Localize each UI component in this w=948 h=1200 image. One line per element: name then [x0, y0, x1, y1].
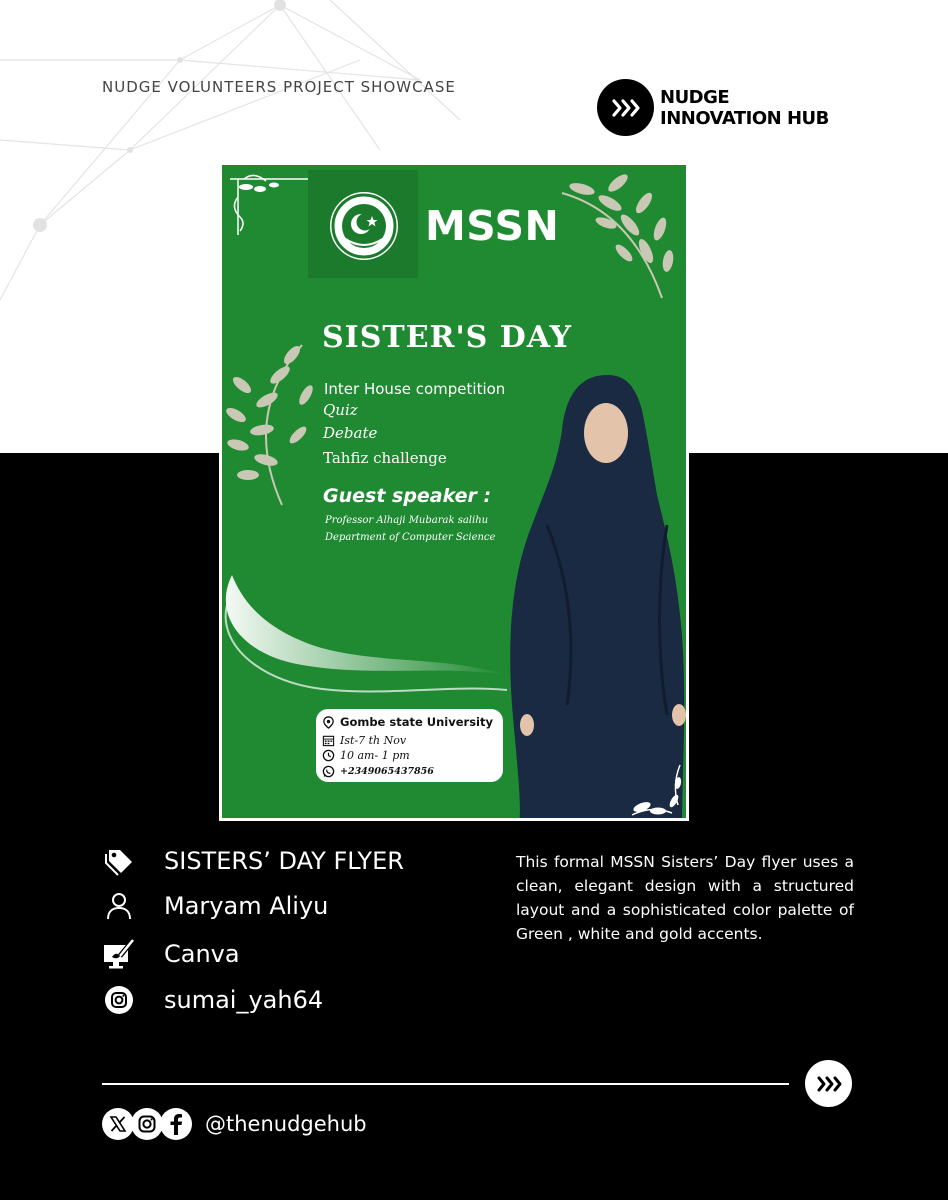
project-title: SISTERS’ DAY FLYER	[164, 847, 404, 875]
guest-speaker-label: Guest speaker :	[323, 485, 492, 507]
speaker-department: Department of Computer Science	[325, 532, 496, 543]
project-title-row	[102, 844, 404, 878]
instagram-handle[interactable]: sumai_yah64	[164, 986, 324, 1014]
time-row	[322, 749, 410, 762]
tag-icon	[102, 844, 136, 878]
brand-logo	[597, 79, 829, 136]
x-icon[interactable]	[102, 1108, 134, 1140]
showcase-title: NUDGE VOLUNTEERS PROJECT SHOWCASE	[102, 78, 456, 96]
venue-row	[322, 715, 493, 729]
brand-name-line2: INNOVATION HUB	[660, 107, 829, 129]
facebook-icon[interactable]	[160, 1108, 192, 1140]
brand-arrows-icon	[597, 79, 654, 136]
event-title: SISTER'S DAY	[322, 320, 572, 355]
flyer-preview[interactable]	[219, 162, 689, 821]
whatsapp-icon	[322, 765, 335, 778]
phone-text: +2349065437856	[340, 766, 434, 777]
designer-name: Maryam Aliyu	[164, 892, 329, 920]
mssn-logo	[308, 170, 418, 278]
date-row	[322, 734, 406, 747]
event-tahfiz: Tahfiz challenge	[323, 449, 447, 467]
tool-name: Canva	[164, 940, 240, 968]
instagram-row	[102, 983, 323, 1017]
designer-row	[102, 889, 328, 923]
footer-divider	[102, 1083, 789, 1085]
design-tool-icon	[102, 937, 136, 971]
project-description: This formal MSSN Sisters’ Day flyer uses a clean, elegant design with a structured layout and a sophisticated color palette of Green , white and gold accents.	[516, 853, 854, 943]
instagram-icon	[102, 983, 136, 1017]
phone-row	[322, 765, 434, 778]
corner-ornament-icon	[622, 755, 688, 821]
leaf-branch-icon	[222, 335, 322, 510]
competition-label: Inter House competition	[324, 380, 506, 398]
swoosh-decoration	[222, 555, 512, 705]
location-pin-icon	[322, 716, 335, 729]
event-debate: Debate	[323, 424, 378, 442]
speaker-name: Professor Alhaji Mubarak salihu	[325, 515, 489, 526]
event-quiz: Quiz	[323, 401, 358, 419]
event-info-card	[316, 709, 503, 782]
next-arrow-icon[interactable]	[805, 1060, 852, 1107]
leaf-branch-icon	[552, 173, 682, 303]
venue-text: Gombe state University	[340, 715, 493, 729]
calendar-icon	[322, 734, 335, 747]
tool-row	[102, 937, 240, 971]
instagram-icon[interactable]	[131, 1108, 163, 1140]
crescent-star-icon	[330, 192, 398, 260]
social-handle[interactable]: @thenudgehub	[205, 1112, 367, 1136]
clock-icon	[322, 749, 335, 762]
user-icon	[102, 889, 136, 923]
time-text: 10 am- 1 pm	[340, 749, 410, 762]
brand-name-line1: NUDGE	[660, 86, 730, 108]
brand-name	[660, 87, 829, 129]
social-links	[102, 1108, 367, 1140]
org-name: MSSN	[425, 202, 560, 250]
date-text: Ist-7 th Nov	[340, 734, 407, 747]
